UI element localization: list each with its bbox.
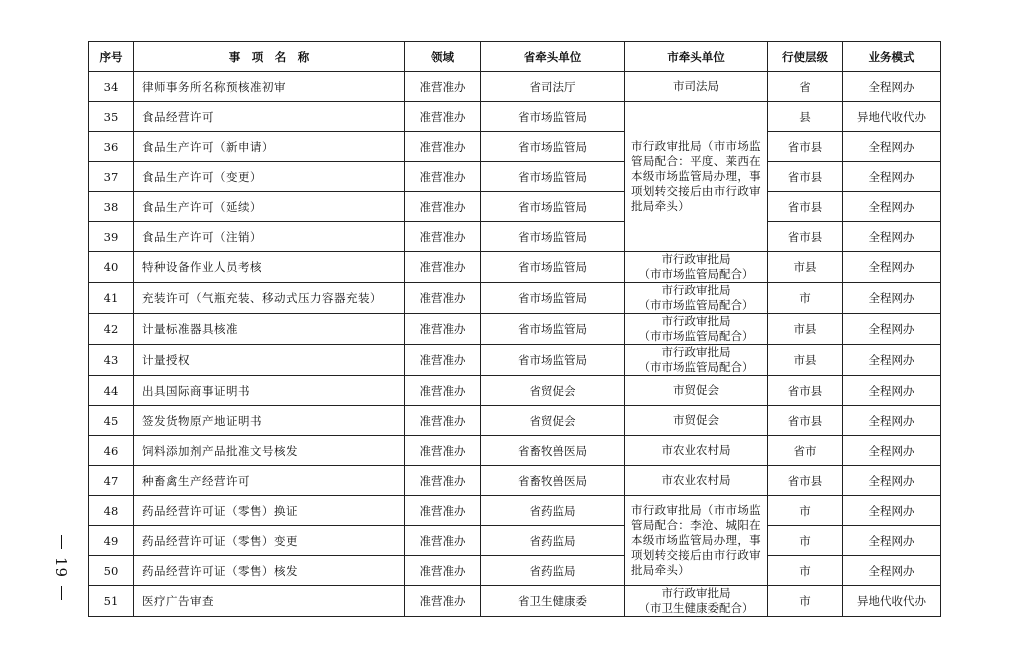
cell-mode: 全程网办 [843, 283, 941, 314]
table-row [89, 466, 941, 496]
cell-prov-lead: 省市场监管局 [481, 345, 625, 376]
cell-level: 省市县 [768, 222, 843, 252]
cell-name: 食品生产许可（延续） [134, 192, 405, 222]
cell-no: 49 [89, 526, 134, 556]
cell-field: 准营准办 [405, 132, 481, 162]
cell-city-lead: 市行政审批局 （市市场监管局配合） [625, 314, 768, 345]
cell-level: 市县 [768, 345, 843, 376]
cell-no: 42 [89, 314, 134, 345]
cell-field: 准营准办 [405, 556, 481, 586]
table-row [89, 496, 941, 526]
cell-level: 省市县 [768, 376, 843, 406]
cell-level: 市 [768, 496, 843, 526]
cell-city-lead: 市司法局 [625, 72, 768, 102]
cell-name: 饲料添加剂产品批准文号核发 [134, 436, 405, 466]
cell-field: 准营准办 [405, 376, 481, 406]
header-mode: 业务模式 [843, 42, 941, 72]
cell-level: 省市县 [768, 466, 843, 496]
cell-mode: 全程网办 [843, 314, 941, 345]
cell-no: 48 [89, 496, 134, 526]
cell-prov-lead: 省市场监管局 [481, 283, 625, 314]
table-row [89, 436, 941, 466]
cell-no: 37 [89, 162, 134, 192]
cell-no: 45 [89, 406, 134, 436]
cell-name: 充装许可（气瓶充装、移动式压力容器充装） [134, 283, 405, 314]
cell-mode: 全程网办 [843, 162, 941, 192]
cell-prov-lead: 省市场监管局 [481, 252, 625, 283]
cell-no: 46 [89, 436, 134, 466]
table-row [89, 345, 941, 376]
table-row [89, 526, 941, 556]
table-row [89, 222, 941, 252]
cell-level: 市县 [768, 252, 843, 283]
cell-city-lead-merged: 市行政审批局（市市场监管局配合：平度、莱西在本级市场监管局办理，事项划转交接后由市行政审批局牵头） [625, 102, 768, 252]
page-number [46, 535, 76, 625]
cell-prov-lead: 省畜牧兽医局 [481, 466, 625, 496]
header-level: 行使层级 [768, 42, 843, 72]
cell-prov-lead: 省药监局 [481, 526, 625, 556]
cell-city-lead: 市贸促会 [625, 406, 768, 436]
header-no: 序号 [89, 42, 134, 72]
cell-name: 签发货物原产地证明书 [134, 406, 405, 436]
cell-mode: 全程网办 [843, 496, 941, 526]
cell-prov-lead: 省市场监管局 [481, 314, 625, 345]
cell-mode: 异地代收代办 [843, 102, 941, 132]
cell-mode: 全程网办 [843, 192, 941, 222]
cell-mode: 全程网办 [843, 222, 941, 252]
header-city-lead: 市牵头单位 [625, 42, 768, 72]
cell-level: 市 [768, 586, 843, 617]
table-row [89, 132, 941, 162]
cell-name: 药品经营许可证（零售）核发 [134, 556, 405, 586]
cell-name: 食品生产许可（新申请） [134, 132, 405, 162]
cell-no: 47 [89, 466, 134, 496]
cell-name: 种畜禽生产经营许可 [134, 466, 405, 496]
cell-no: 44 [89, 376, 134, 406]
cell-no: 38 [89, 192, 134, 222]
cell-prov-lead: 省市场监管局 [481, 162, 625, 192]
cell-no: 50 [89, 556, 134, 586]
cell-mode: 全程网办 [843, 556, 941, 586]
cell-no: 43 [89, 345, 134, 376]
table-body [89, 72, 941, 617]
cell-field: 准营准办 [405, 436, 481, 466]
table-row [89, 376, 941, 406]
cell-mode: 全程网办 [843, 436, 941, 466]
cell-city-lead: 市农业农村局 [625, 436, 768, 466]
cell-no: 36 [89, 132, 134, 162]
page-number-dash-top [61, 535, 62, 549]
cell-city-lead: 市行政审批局 （市市场监管局配合） [625, 345, 768, 376]
matters-table [88, 41, 941, 617]
table-row [89, 314, 941, 345]
cell-level: 省市县 [768, 192, 843, 222]
cell-prov-lead: 省市场监管局 [481, 222, 625, 252]
cell-name: 食品生产许可（注销） [134, 222, 405, 252]
cell-prov-lead: 省市场监管局 [481, 192, 625, 222]
cell-prov-lead: 省市场监管局 [481, 132, 625, 162]
cell-name: 计量标准器具核准 [134, 314, 405, 345]
cell-level: 省 [768, 72, 843, 102]
table-row [89, 72, 941, 102]
table-row [89, 102, 941, 132]
header-field: 领域 [405, 42, 481, 72]
cell-no: 51 [89, 586, 134, 617]
cell-name: 食品经营许可 [134, 102, 405, 132]
cell-city-lead: 市农业农村局 [625, 466, 768, 496]
cell-mode: 全程网办 [843, 72, 941, 102]
cell-city-lead: 市行政审批局 （市卫生健康委配合） [625, 586, 768, 617]
cell-field: 准营准办 [405, 314, 481, 345]
cell-prov-lead: 省贸促会 [481, 406, 625, 436]
cell-level: 省市县 [768, 406, 843, 436]
cell-field: 准营准办 [405, 252, 481, 283]
cell-field: 准营准办 [405, 466, 481, 496]
cell-mode: 异地代收代办 [843, 586, 941, 617]
cell-no: 34 [89, 72, 134, 102]
cell-prov-lead: 省贸促会 [481, 376, 625, 406]
cell-mode: 全程网办 [843, 132, 941, 162]
cell-level: 省市县 [768, 162, 843, 192]
cell-name: 计量授权 [134, 345, 405, 376]
cell-field: 准营准办 [405, 72, 481, 102]
cell-no: 40 [89, 252, 134, 283]
cell-name: 药品经营许可证（零售）变更 [134, 526, 405, 556]
cell-field: 准营准办 [405, 496, 481, 526]
table-row [89, 192, 941, 222]
cell-field: 准营准办 [405, 102, 481, 132]
cell-field: 准营准办 [405, 526, 481, 556]
header-prov-lead: 省牵头单位 [481, 42, 625, 72]
cell-field: 准营准办 [405, 222, 481, 252]
cell-level: 市 [768, 526, 843, 556]
table-row [89, 556, 941, 586]
cell-prov-lead: 省卫生健康委 [481, 586, 625, 617]
cell-mode: 全程网办 [843, 345, 941, 376]
cell-field: 准营准办 [405, 586, 481, 617]
cell-field: 准营准办 [405, 162, 481, 192]
cell-city-lead: 市行政审批局 （市市场监管局配合） [625, 283, 768, 314]
cell-level: 市 [768, 283, 843, 314]
cell-city-lead: 市贸促会 [625, 376, 768, 406]
table-row [89, 406, 941, 436]
table-row [89, 252, 941, 283]
header-name: 事 项 名 称 [134, 42, 405, 72]
page-number-dash-bottom [61, 586, 62, 600]
cell-mode: 全程网办 [843, 406, 941, 436]
cell-city-lead: 市行政审批局 （市市场监管局配合） [625, 252, 768, 283]
cell-prov-lead: 省药监局 [481, 556, 625, 586]
table-row [89, 162, 941, 192]
cell-field: 准营准办 [405, 283, 481, 314]
table-row [89, 586, 941, 617]
cell-mode: 全程网办 [843, 376, 941, 406]
cell-level: 市 [768, 556, 843, 586]
cell-prov-lead: 省市场监管局 [481, 102, 625, 132]
cell-no: 39 [89, 222, 134, 252]
cell-no: 35 [89, 102, 134, 132]
cell-prov-lead: 省畜牧兽医局 [481, 436, 625, 466]
cell-prov-lead: 省药监局 [481, 496, 625, 526]
cell-level: 省市县 [768, 132, 843, 162]
cell-mode: 全程网办 [843, 526, 941, 556]
page-number-text: 19 [52, 557, 70, 579]
cell-mode: 全程网办 [843, 466, 941, 496]
table-row [89, 283, 941, 314]
cell-level: 省市 [768, 436, 843, 466]
cell-no: 41 [89, 283, 134, 314]
cell-field: 准营准办 [405, 345, 481, 376]
cell-field: 准营准办 [405, 192, 481, 222]
cell-level: 市县 [768, 314, 843, 345]
cell-prov-lead: 省司法厅 [481, 72, 625, 102]
cell-city-lead-merged: 市行政审批局（市市场监管局配合：李沧、城阳在本级市场监管局办理，事项划转交接后由市行政审批局牵头） [625, 496, 768, 586]
table-header-row [89, 42, 941, 72]
cell-name: 律师事务所名称预核准初审 [134, 72, 405, 102]
cell-name: 医疗广告审查 [134, 586, 405, 617]
cell-level: 县 [768, 102, 843, 132]
cell-name: 特种设备作业人员考核 [134, 252, 405, 283]
cell-field: 准营准办 [405, 406, 481, 436]
cell-name: 药品经营许可证（零售）换证 [134, 496, 405, 526]
cell-mode: 全程网办 [843, 252, 941, 283]
cell-name: 食品生产许可（变更） [134, 162, 405, 192]
cell-name: 出具国际商事证明书 [134, 376, 405, 406]
